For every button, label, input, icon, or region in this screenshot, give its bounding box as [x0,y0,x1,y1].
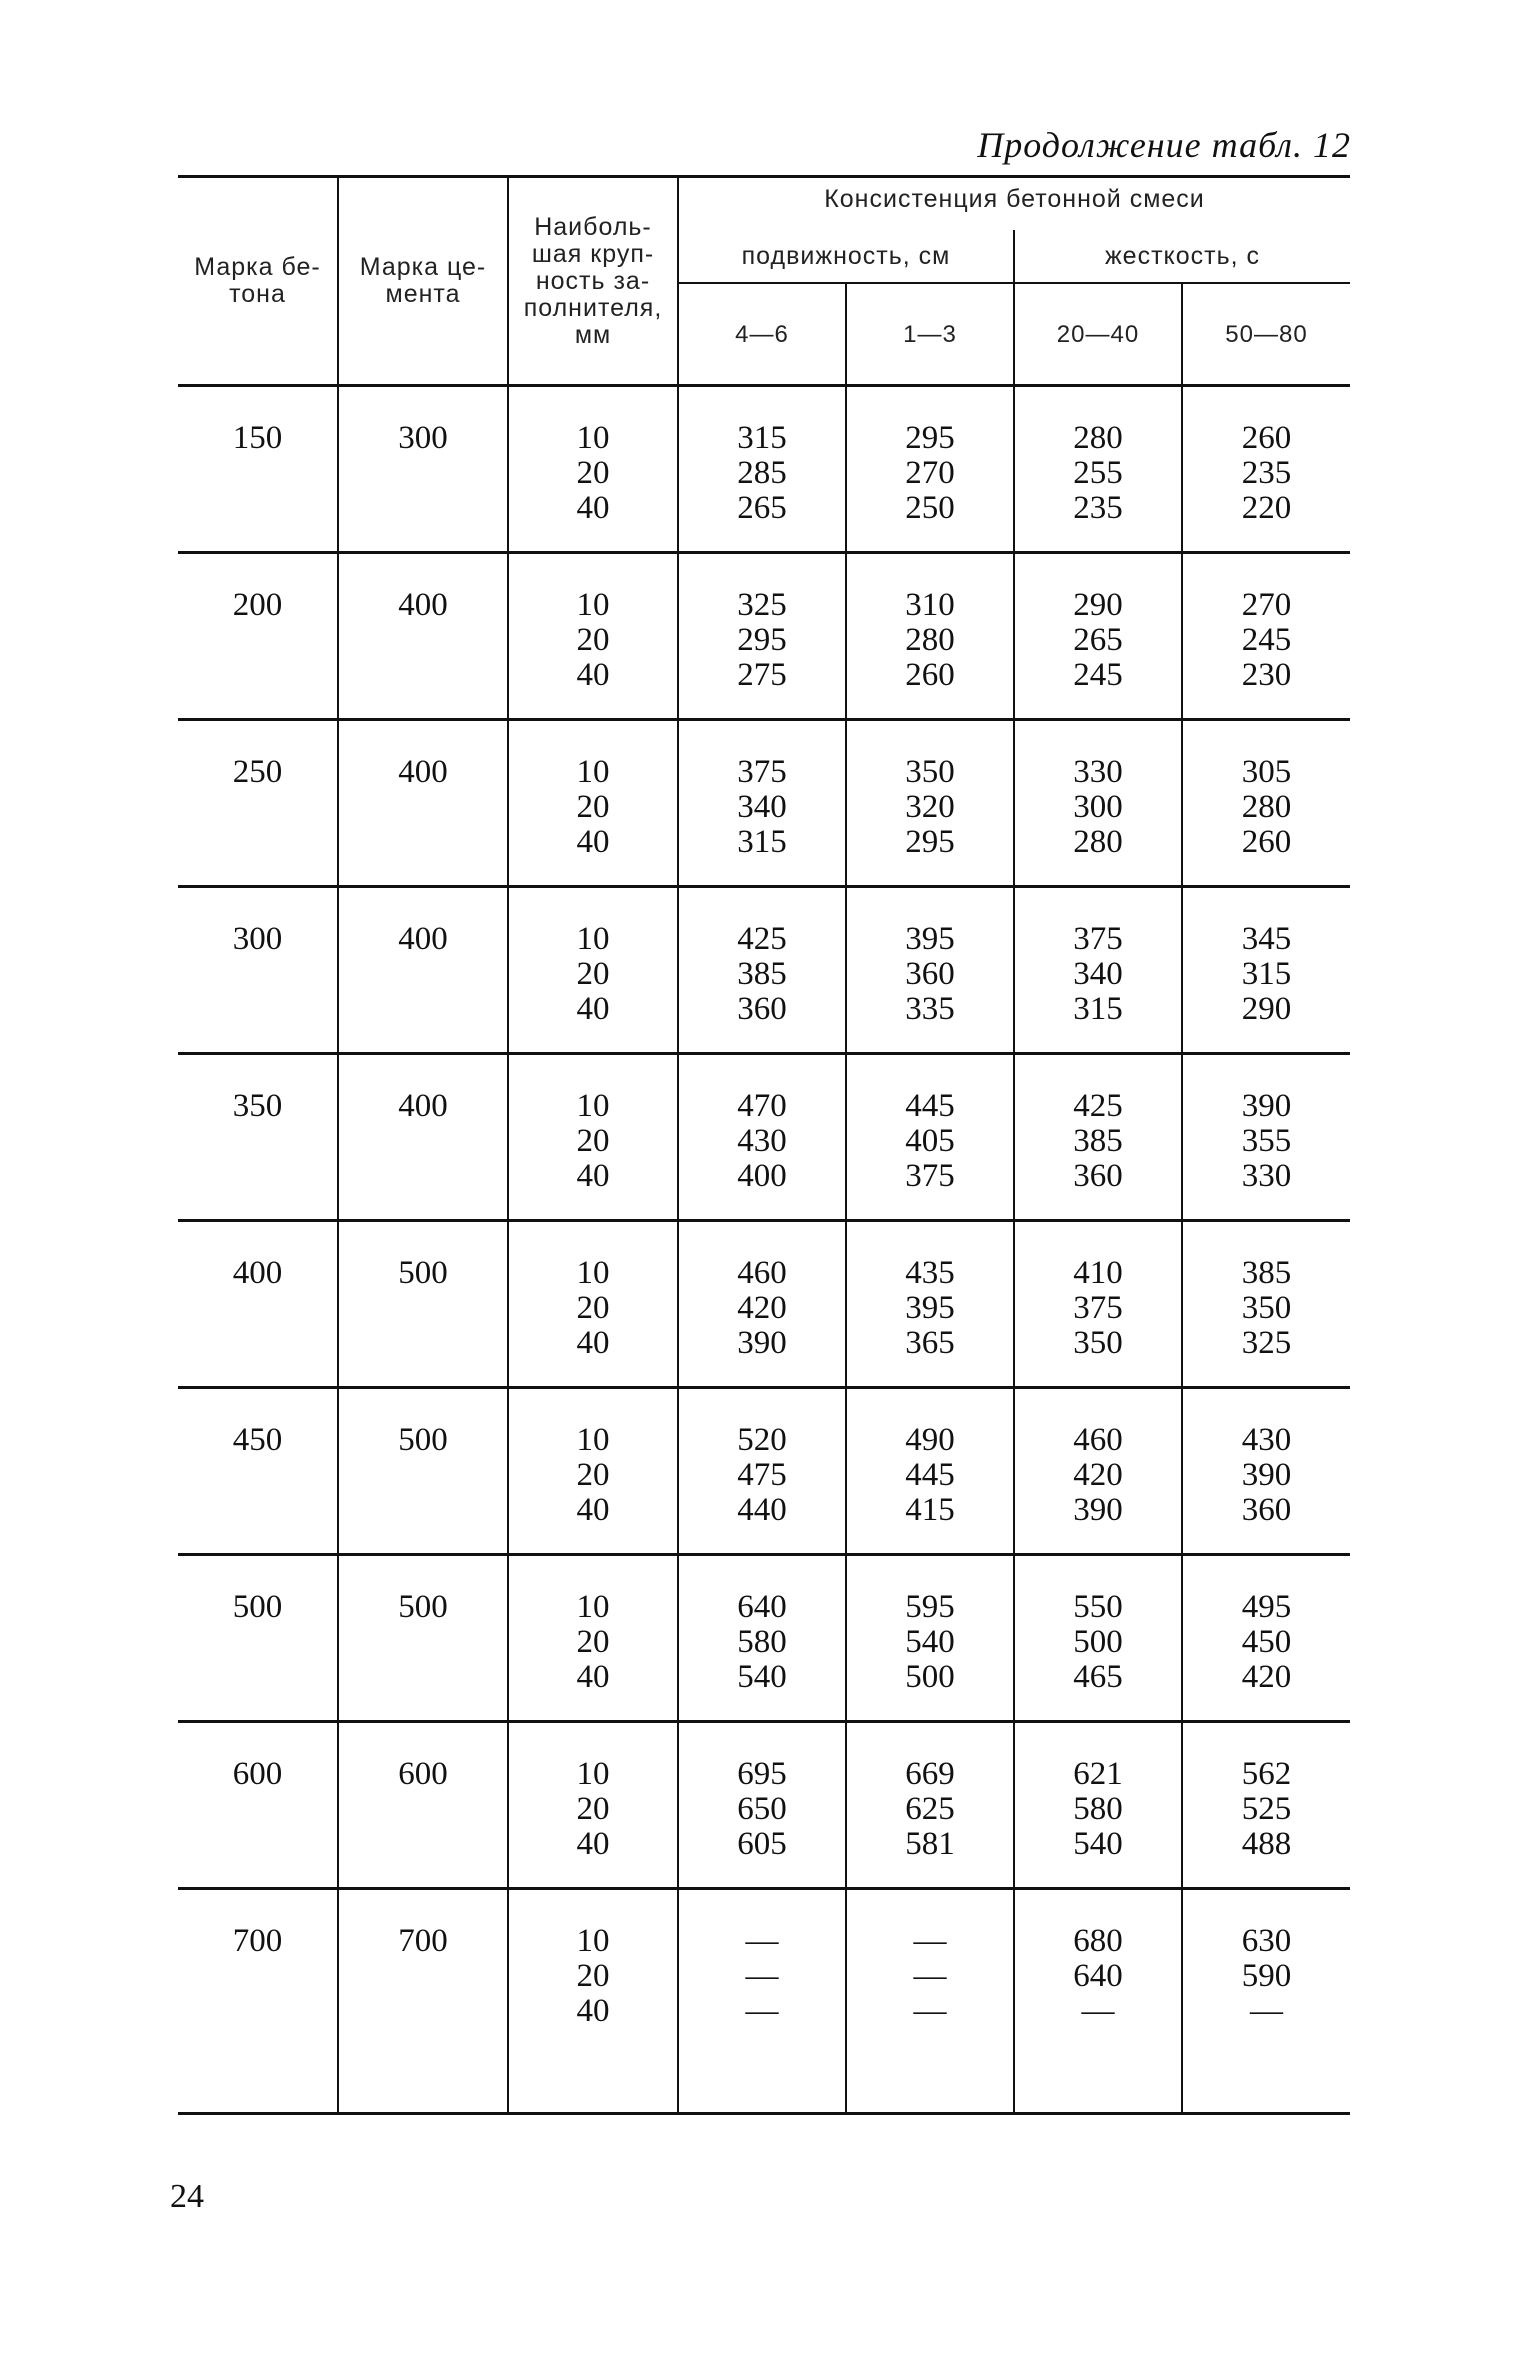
cell-mobility-4-6 [678,1555,846,1722]
cell-concrete-grade: 600 [232,1756,283,1792]
cell-aggregate-size [508,1388,678,1555]
cement-value: 230 [1241,657,1292,693]
cell-cement-grade: 400 [338,553,508,720]
cement-value: 500 [905,1659,955,1695]
cement-value: 625 [905,1791,955,1827]
header-aggregate-size: Наиболь- шая круп- ность за- полнителя, мм [508,177,678,386]
cement-value: 220 [1241,490,1292,526]
header-mobility-range-1: 4—6 [678,283,846,386]
aggregate-value: 40 [576,1993,610,2029]
cement-value: 500 [1073,1624,1123,1660]
header-stiffness-range-2: 50—80 [1182,283,1350,386]
cell-aggregate-size [508,1722,678,1889]
cell-stiffness-50-80 [1182,887,1350,1054]
cement-value: 460 [1073,1422,1123,1458]
cell-aggregate-size [508,1555,678,1722]
cell-concrete-grade: 500 [232,1589,283,1625]
cement-value: 250 [905,490,955,526]
cell-stiffness-50-80 [1182,1722,1350,1889]
cement-value: 330 [1241,1158,1292,1194]
aggregate-value: 40 [576,824,610,860]
cement-value: 335 [905,991,955,1027]
header-consistency: Консистенция бетонной смеси [678,177,1350,231]
cement-value: 350 [905,754,955,790]
aggregate-value: 20 [576,1290,610,1326]
table-row [178,1555,1350,1722]
cement-value: 405 [905,1123,955,1159]
aggregate-value: 20 [576,956,610,992]
cell-cement-grade: 700 [338,1889,508,2114]
cement-value: 360 [1073,1158,1123,1194]
cell-mobility-1-3 [846,1221,1014,1388]
cement-value: 415 [905,1492,955,1528]
cell-stiffness-50-80 [1182,1221,1350,1388]
table-row [178,887,1350,1054]
aggregate-value: 10 [576,1756,610,1792]
cell-stiffness-20-40 [1014,386,1182,553]
cement-value: 375 [737,754,787,790]
cell-cement-grade: 500 [338,1555,508,1722]
header-concrete-grade: Марка бе- тона [194,253,321,308]
cement-value: 410 [1073,1255,1123,1291]
table-header [178,177,1350,386]
table-row [178,720,1350,887]
cement-value: 315 [1073,991,1123,1027]
cement-value: 460 [737,1255,787,1291]
cell-mobility-4-6 [678,386,846,553]
cell-cement-grade: 400 [338,1054,508,1221]
page-number: 24 [170,2178,204,2215]
cell-mobility-4-6 [678,1054,846,1221]
aggregate-value: 10 [576,754,610,790]
cement-value: 650 [737,1791,787,1827]
cell-mobility-1-3 [846,1388,1014,1555]
cement-value: 420 [737,1290,787,1326]
header-stiffness-range-1: 20—40 [1014,283,1182,386]
cell-cement-grade: 500 [338,1221,508,1388]
cement-value: 325 [737,587,787,623]
cement-value: 385 [1241,1255,1292,1291]
cement-value: 520 [737,1422,787,1458]
cell-stiffness-20-40 [1014,720,1182,887]
header-stiffness: жесткость, с [1014,230,1350,283]
cement-value: 440 [737,1492,787,1528]
cement-value: 395 [905,921,955,957]
aggregate-value: 20 [576,1791,610,1827]
cement-value: 390 [1241,1457,1292,1493]
cell-mobility-4-6 [678,1889,846,2114]
cement-value: — [913,1958,947,1994]
header-cement-grade: Марка це- мента [338,177,508,386]
cement-value: 245 [1241,622,1292,658]
cell-aggregate-size [508,887,678,1054]
cement-value: 630 [1241,1923,1292,1959]
cell-stiffness-20-40 [1014,553,1182,720]
cement-value: 490 [905,1422,955,1458]
table-row [178,1722,1350,1889]
cell-stiffness-50-80 [1182,553,1350,720]
cement-value: 325 [1241,1325,1292,1361]
cement-value: 260 [1241,824,1292,860]
cement-value: 265 [1073,622,1123,658]
cell-cement-grade: 400 [338,887,508,1054]
cell-mobility-4-6 [678,887,846,1054]
aggregate-value: 20 [576,789,610,825]
cell-stiffness-20-40 [1014,1054,1182,1221]
cement-value: 430 [737,1123,787,1159]
cell-cement-grade: 600 [338,1722,508,1889]
cement-value: 465 [1073,1659,1123,1695]
cell-stiffness-50-80 [1182,1388,1350,1555]
aggregate-value: 10 [576,1088,610,1124]
cement-value: 385 [1073,1123,1123,1159]
cement-value: 395 [905,1290,955,1326]
cell-mobility-1-3 [846,1889,1014,2114]
header-mobility-range-2: 1—3 [846,283,1014,386]
cement-value: 680 [1073,1923,1123,1959]
cell-concrete-grade: 250 [232,754,283,790]
cell-mobility-1-3 [846,720,1014,887]
cell-aggregate-size [508,553,678,720]
cement-value: 562 [1241,1756,1292,1792]
cell-mobility-4-6 [678,553,846,720]
cement-value: 420 [1241,1659,1292,1695]
cell-mobility-1-3 [846,887,1014,1054]
cement-value: 345 [1241,921,1292,957]
cell-stiffness-50-80 [1182,1889,1350,2114]
cement-value: 375 [905,1158,955,1194]
aggregate-value: 20 [576,455,610,491]
cement-value: 400 [737,1158,787,1194]
cement-value: 315 [737,824,787,860]
cement-value: 260 [1241,420,1292,456]
cement-value: 450 [1241,1624,1292,1660]
table-row [178,1388,1350,1555]
cement-value: 320 [905,789,955,825]
cement-value: 445 [905,1088,955,1124]
cement-value: 365 [905,1325,955,1361]
table-row [178,553,1350,720]
cement-value: 375 [1073,921,1123,957]
cement-value: 280 [1073,420,1123,456]
cell-concrete-grade: 300 [232,921,283,957]
cement-value: 360 [1241,1492,1292,1528]
cell-stiffness-20-40 [1014,1889,1182,2114]
cement-value: 360 [905,956,955,992]
cement-value: 315 [1241,956,1292,992]
cement-value: 581 [905,1826,955,1862]
aggregate-value: 40 [576,991,610,1027]
cell-stiffness-20-40 [1014,887,1182,1054]
cell-concrete-grade: 700 [232,1923,283,1959]
cell-stiffness-50-80 [1182,1054,1350,1221]
cell-mobility-4-6 [678,1221,846,1388]
cement-value: 470 [737,1088,787,1124]
aggregate-value: 10 [576,1255,610,1291]
aggregate-value: 20 [576,1624,610,1660]
cement-value: 265 [737,490,787,526]
cement-value: 525 [1241,1791,1292,1827]
aggregate-value: 40 [576,1492,610,1528]
aggregate-value: 10 [576,1589,610,1625]
cell-stiffness-50-80 [1182,386,1350,553]
table-body [178,386,1350,2114]
cement-value: 245 [1073,657,1123,693]
cement-value: 270 [1241,587,1292,623]
cement-value: 290 [1241,991,1292,1027]
cement-value: 390 [1073,1492,1123,1528]
cement-value: 390 [737,1325,787,1361]
cement-value: 695 [737,1756,787,1792]
cell-concrete-grade: 350 [232,1088,283,1124]
cement-value: 300 [1073,789,1123,825]
aggregate-value: 40 [576,1158,610,1194]
cement-value: 425 [737,921,787,957]
cement-value: — [745,1993,779,2029]
aggregate-value: 20 [576,1958,610,1994]
cell-cement-grade: 500 [338,1388,508,1555]
cement-value: 285 [737,455,787,491]
cell-mobility-1-3 [846,1555,1014,1722]
aggregate-value: 10 [576,1923,610,1959]
cell-mobility-1-3 [846,1722,1014,1889]
aggregate-value: 40 [576,1826,610,1862]
cement-value: 488 [1241,1826,1292,1862]
table-row [178,1054,1350,1221]
cement-value: 475 [737,1457,787,1493]
cell-concrete-grade: 200 [232,587,283,623]
cement-value: 280 [1073,824,1123,860]
aggregate-value: 20 [576,1123,610,1159]
cement-value: — [745,1923,779,1959]
cement-value: 360 [737,991,787,1027]
cell-mobility-1-3 [846,1054,1014,1221]
cement-value: 350 [1241,1290,1292,1326]
cement-value: 390 [1241,1088,1292,1124]
cell-mobility-4-6 [678,720,846,887]
aggregate-value: 40 [576,1325,610,1361]
cement-value: 340 [1073,956,1123,992]
cement-value: 669 [905,1756,955,1792]
cement-value: 255 [1073,455,1123,491]
cement-value: 295 [905,824,955,860]
aggregate-value: 40 [576,490,610,526]
cement-value: — [1081,1993,1115,2029]
cell-aggregate-size [508,720,678,887]
cement-value: 540 [1073,1826,1123,1862]
aggregate-value: 20 [576,622,610,658]
cell-stiffness-20-40 [1014,1388,1182,1555]
cement-value: 305 [1241,754,1292,790]
cement-value: 590 [1241,1958,1292,1994]
aggregate-value: 10 [576,1422,610,1458]
cell-cement-grade: 300 [338,386,508,553]
aggregate-value: 10 [576,921,610,957]
cement-value: — [913,1923,947,1959]
cement-value: 540 [737,1659,787,1695]
header-mobility: подвижность, см [678,230,1014,283]
aggregate-value: 40 [576,657,610,693]
cement-value: 290 [1073,587,1123,623]
aggregate-value: 10 [576,420,610,456]
cell-aggregate-size [508,1054,678,1221]
cell-cement-grade: 400 [338,720,508,887]
cement-value: 495 [1241,1589,1292,1625]
cell-stiffness-20-40 [1014,1221,1182,1388]
cell-mobility-1-3 [846,386,1014,553]
cement-value: 580 [737,1624,787,1660]
cement-value: 595 [905,1589,955,1625]
table-row [178,1889,1350,2114]
cell-aggregate-size [508,1889,678,2114]
cement-value: 385 [737,956,787,992]
cell-mobility-4-6 [678,1388,846,1555]
cell-aggregate-size [508,386,678,553]
cement-value: 260 [905,657,955,693]
cement-value: 435 [905,1255,955,1291]
cement-value: 430 [1241,1422,1292,1458]
cement-value: — [913,1993,947,2029]
cement-value: 420 [1073,1457,1123,1493]
cement-value: 295 [905,420,955,456]
cement-value: 350 [1073,1325,1123,1361]
cement-value: 330 [1073,754,1123,790]
cement-value: 280 [905,622,955,658]
cement-value: 621 [1073,1756,1123,1792]
cement-value: 355 [1241,1123,1292,1159]
cement-value: 540 [905,1624,955,1660]
cement-value: 295 [737,622,787,658]
cement-value: 640 [1073,1958,1123,1994]
cement-value: 310 [905,587,955,623]
cement-value: 275 [737,657,787,693]
cement-value: 605 [737,1826,787,1862]
aggregate-value: 10 [576,587,610,623]
cell-stiffness-50-80 [1182,1555,1350,1722]
cement-value: 580 [1073,1791,1123,1827]
cement-value: 315 [737,420,787,456]
table-row [178,386,1350,553]
cement-value: 280 [1241,789,1292,825]
cell-concrete-grade: 450 [232,1422,283,1458]
cement-value: 235 [1241,455,1292,491]
cement-value: 550 [1073,1589,1123,1625]
cell-stiffness-50-80 [1182,720,1350,887]
cement-value: 235 [1073,490,1123,526]
cement-value: 425 [1073,1088,1123,1124]
aggregate-value: 40 [576,1659,610,1695]
cement-value: 445 [905,1457,955,1493]
cell-mobility-4-6 [678,1722,846,1889]
cement-value: — [1250,1993,1283,2029]
cell-stiffness-20-40 [1014,1722,1182,1889]
cell-stiffness-20-40 [1014,1555,1182,1722]
cement-value: 270 [905,455,955,491]
cement-value: — [745,1958,779,1994]
cell-aggregate-size [508,1221,678,1388]
mix-proportion-table [178,175,1350,2115]
aggregate-value: 20 [576,1457,610,1493]
cement-value: 640 [737,1589,787,1625]
cement-value: 340 [737,789,787,825]
table-row [178,1221,1350,1388]
cement-value: 375 [1073,1290,1123,1326]
cell-mobility-1-3 [846,553,1014,720]
cell-concrete-grade: 150 [232,420,283,456]
table-caption: Продолжение табл. 12 [977,125,1351,165]
cell-concrete-grade: 400 [232,1255,283,1291]
